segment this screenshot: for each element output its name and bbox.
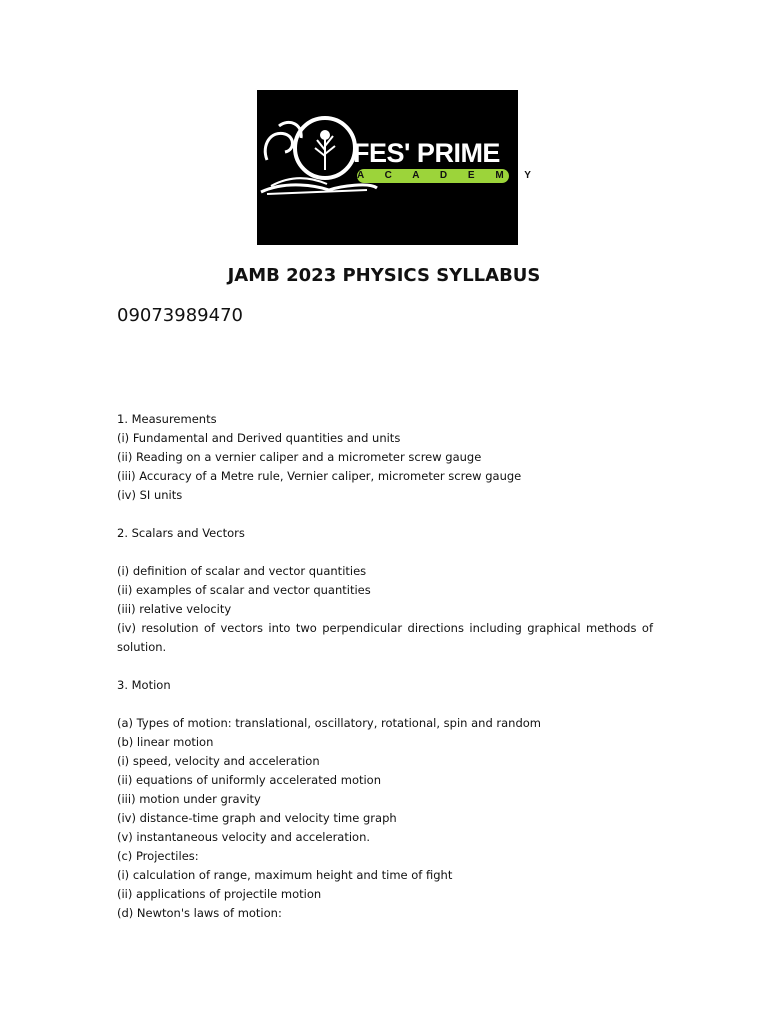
list-item: (b) linear motion [117,735,214,749]
spacer [117,695,653,714]
list-item: (v) instantaneous velocity and acceleration. [117,830,371,844]
list-item: (i) definition of scalar and vector quantities [117,564,367,578]
list-item: (iv) SI units [117,488,183,502]
list-item: (a) Types of motion: translational, oscillatory, rotational, spin and random [117,716,542,730]
list-item: (ii) equations of uniformly accelerated motion [117,773,382,787]
spacer [117,657,653,676]
list-item: (c) Projectiles: [117,849,199,863]
list-item: (iv) resolution of vectors into two perpendicular directions including graphical methods of solution. [117,621,653,654]
spacer [117,505,653,524]
list-item: (d) Newton's laws of motion: [117,906,282,920]
page-title: JAMB 2023 PHYSICS SYLLABUS [227,265,541,286]
list-item: (iii) motion under gravity [117,792,261,806]
list-item: (iii) relative velocity [117,602,232,616]
logo-name: FES' PRIME [353,138,500,168]
academy-logo [257,90,540,245]
syllabus-content [117,410,653,923]
list-item: (ii) applications of projectile motion [117,887,322,901]
spacer [117,543,653,562]
list-item: (i) calculation of range, maximum height and time of fight [117,868,453,882]
list-item: (i) speed, velocity and acceleration [117,754,320,768]
section-heading: 2. Scalars and Vectors [117,526,245,540]
section-heading: 1. Measurements [117,412,217,426]
list-item: (iv) distance-time graph and velocity time graph [117,811,397,825]
logo-tagline: A C A D E M Y [357,170,540,181]
list-item: (ii) Reading on a vernier caliper and a micrometer screw gauge [117,450,482,464]
section-heading: 3. Motion [117,678,171,692]
list-item: (iii) Accuracy of a Metre rule, Vernier caliper, micrometer screw gauge [117,469,522,483]
list-item: (i) Fundamental and Derived quantities and units [117,431,401,445]
phone-number: 09073989470 [117,305,243,326]
list-item: (ii) examples of scalar and vector quantities [117,583,371,597]
